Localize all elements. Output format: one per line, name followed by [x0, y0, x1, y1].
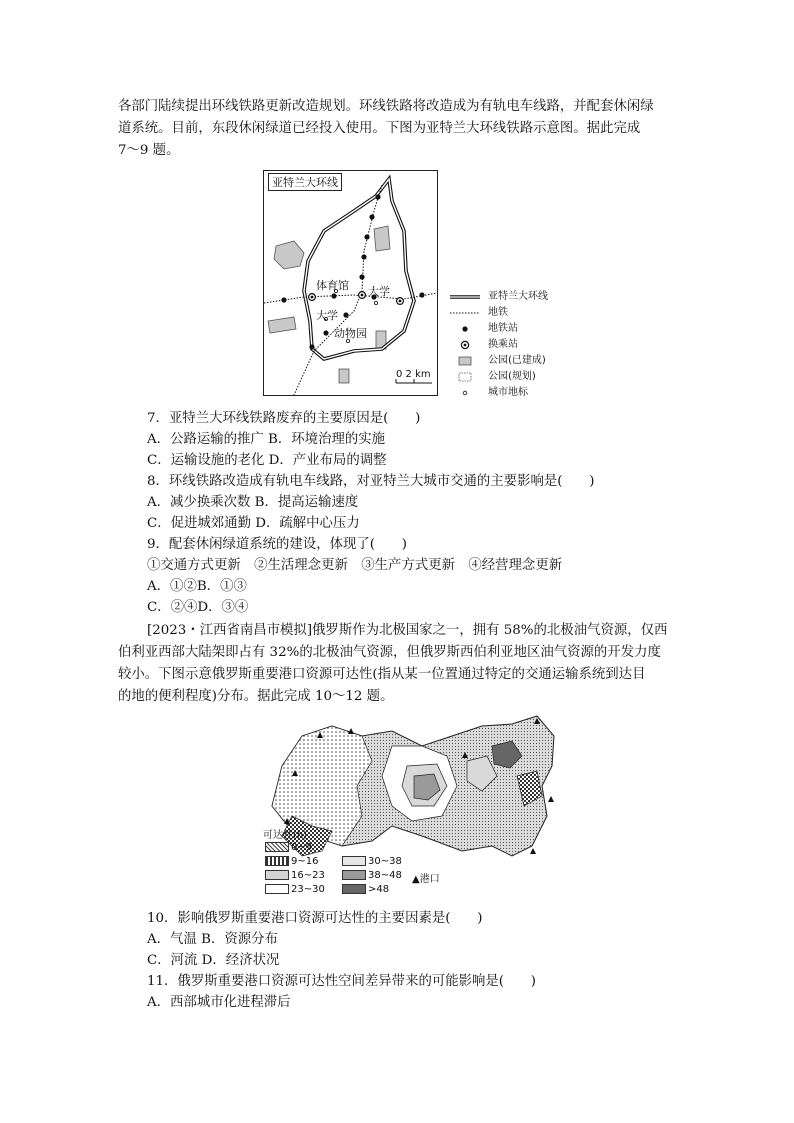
legend-23-30: 23~30 — [265, 884, 325, 895]
legend-30-38: 30~38 — [342, 856, 402, 867]
russia-legend-title: 可达性(h) — [263, 830, 308, 841]
intro-line-2: 道系统。目前，东段休闲绿道已经投入使用。下图为亚特兰大环线铁路示意图。据此完成 — [118, 121, 641, 136]
intro-line-3: 7～9 题。 — [118, 143, 180, 158]
q11-option-row-1: A．西部城市化进程滞后 — [147, 995, 291, 1010]
q10-option-row-1: A．气温 B．资源分布 — [147, 932, 278, 947]
q7-option-row-1: A．公路运输的推广 B．环境治理的实施 — [147, 432, 386, 447]
label-zoo: 动物园 — [334, 327, 367, 340]
q9-stem: 9．配套休闲绿道系统的建设，体现了( ) — [147, 537, 407, 552]
scale-label: 0 2 km — [396, 369, 431, 380]
q7-stem: 7．亚特兰大环线铁路废弃的主要原因是( ) — [147, 411, 421, 426]
legend-over-48: >48 — [342, 884, 389, 895]
q9-option-row-1: A．①②B．①③ — [147, 579, 247, 594]
russia-accessibility-map — [262, 706, 562, 896]
park-east — [374, 226, 390, 251]
park-south — [339, 369, 349, 383]
legend-38-48: 38~48 — [342, 870, 402, 881]
legend-0-9: 0~9 — [265, 842, 312, 853]
map-title: 亚特兰大环线 — [268, 173, 342, 191]
russia-intro-line-1: [2023・江西省南昌市模拟]俄罗斯作为北极国家之一，拥有 58%的北极油气资源，仅西 — [147, 623, 668, 638]
atlanta-map — [263, 170, 438, 396]
q7-option-row-2: C．运输设施的老化 D．产业布局的调整 — [147, 453, 387, 468]
q9-option-row-2: C．②④D．③④ — [147, 600, 249, 615]
russia-intro-line-4: 的地的便利程度)分布。据此完成 10～12 题。 — [118, 689, 394, 704]
russia-intro-line-2: 伯利亚西部大陆架即占有 32%的北极油气资源，但俄罗斯西伯利亚地区油气资源的开发力度 — [118, 645, 661, 660]
park-southwest — [268, 317, 296, 333]
label-gym: 体育馆 — [316, 279, 349, 292]
q8-option-row-2: C．促进城郊通勤 D．疏解中心压力 — [147, 516, 360, 531]
russia-intro-line-3: 较小。下图示意俄罗斯重要港口资源可达性(指从某一位置通过特定的交通运输系统到达目 — [118, 667, 646, 682]
legend-9-16: 9~16 — [265, 856, 318, 867]
q8-option-row-1: A．减少换乘次数 B．提高运输速度 — [147, 495, 359, 510]
label-university-1: 大学 — [368, 285, 390, 298]
q9-statements: ①交通方式更新 ②生活理念更新 ③生产方式更新 ④经营理念更新 — [147, 558, 563, 573]
legend-16-23: 16~23 — [265, 870, 325, 881]
q10-stem: 10．影响俄罗斯重要港口资源可达性的主要因素是( ) — [147, 911, 483, 926]
q10-option-row-2: C．河流 D．经济状况 — [147, 953, 280, 968]
label-university-2: 大学 — [316, 309, 338, 322]
intro-line-1: 各部门陆续提出环线铁路更新改造规划。环线铁路将改造成为有轨电车线路，并配套休闲绿 — [118, 99, 654, 114]
q8-stem: 8．环线铁路改造成有轨电车线路，对亚特兰大城市交通的主要影响是( ) — [147, 474, 595, 489]
q11-stem: 11．俄罗斯重要港口资源可达性空间差异带来的可能影响是( ) — [147, 974, 537, 989]
legend-port: ▲港口 — [412, 874, 440, 885]
park-west — [274, 241, 304, 269]
